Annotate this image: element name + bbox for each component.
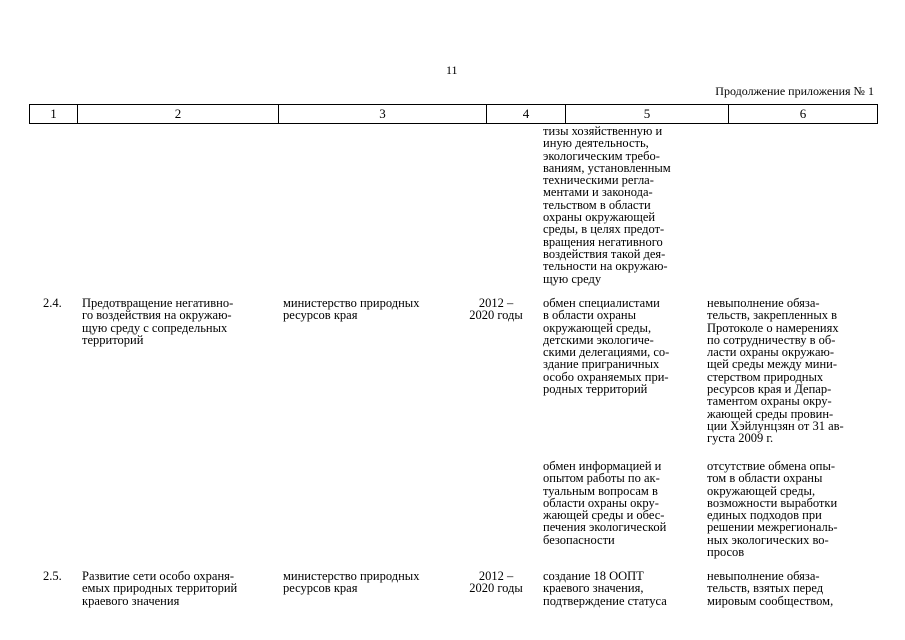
header-col-1: 1: [50, 106, 57, 121]
table-header-row: [29, 104, 878, 124]
row-2-5-name: Развитие сети особо охраня- емых природных территорий краевого значения: [82, 569, 238, 608]
row-2-4b-col6: отсутствие обмена опы- том в области охраны окружающей среды, возможности выработки единых подходов при решении межрегиональ- ных экологических во- просов: [707, 459, 838, 560]
row-2-4-number: 2.4.: [43, 296, 62, 310]
continuation-label: Продолжение приложения № 1: [715, 84, 874, 98]
row-continued-col5: тизы хозяйственную и иную деятельность, экологическим требо- ваниям, установленным техническими регла- ментами и законода- тельством в области охраны окружающей среды, в целях предот- вращения негативного воздействия такой дея- тельности на окружаю- щую среду: [543, 124, 671, 286]
header-col-4: 4: [522, 106, 530, 121]
row-2-4-period: 2012 – 2020 годы: [469, 296, 523, 323]
row-2-5-executor: министерство природных ресурсов края: [283, 569, 420, 596]
row-2-4-col6: невыполнение обяза- тельств, закрепленных в Протоколе о намерениях по сотрудничеству в об- ласти охраны окружаю- щей среды между мини- стерством природных ресурсов края и Депар- таментом охраны окру- жающей среды провин- ции Хэйлунцзян от 31 ав- густа 2009 г.: [707, 296, 844, 446]
header-col-6: 6: [799, 106, 807, 121]
page-number: 11: [446, 63, 458, 77]
row-2-5-col6: невыполнение обяза- тельств, взятых перед мировым сообществом,: [707, 569, 834, 608]
row-2-5-period: 2012 – 2020 годы: [469, 569, 523, 596]
row-2-4-executor: министерство природных ресурсов края: [283, 296, 420, 323]
row-2-4-col5: обмен специалистами в области охраны окружающей среды, детскими экологиче- скими делегациями, со- здание приграничных особо охраняемых при- родных территорий: [543, 296, 670, 397]
header-col-3: 3: [379, 106, 386, 121]
row-2-4b-col5: обмен информацией и опытом работы по ак- туальным вопросам в области охраны окру- жающей среды и обес- печения экологической безопасности: [543, 459, 667, 547]
row-2-4-name: Предотвращение негативно- го воздействия на окружаю- щую среду с сопредельных территорий: [82, 296, 234, 347]
row-2-5-number: 2.5.: [43, 569, 62, 583]
header-col-2: 2: [174, 106, 182, 121]
row-2-5-col5: создание 18 ООПТ краевого значения, подтверждение статуса: [543, 569, 667, 608]
header-col-5: 5: [643, 106, 651, 121]
